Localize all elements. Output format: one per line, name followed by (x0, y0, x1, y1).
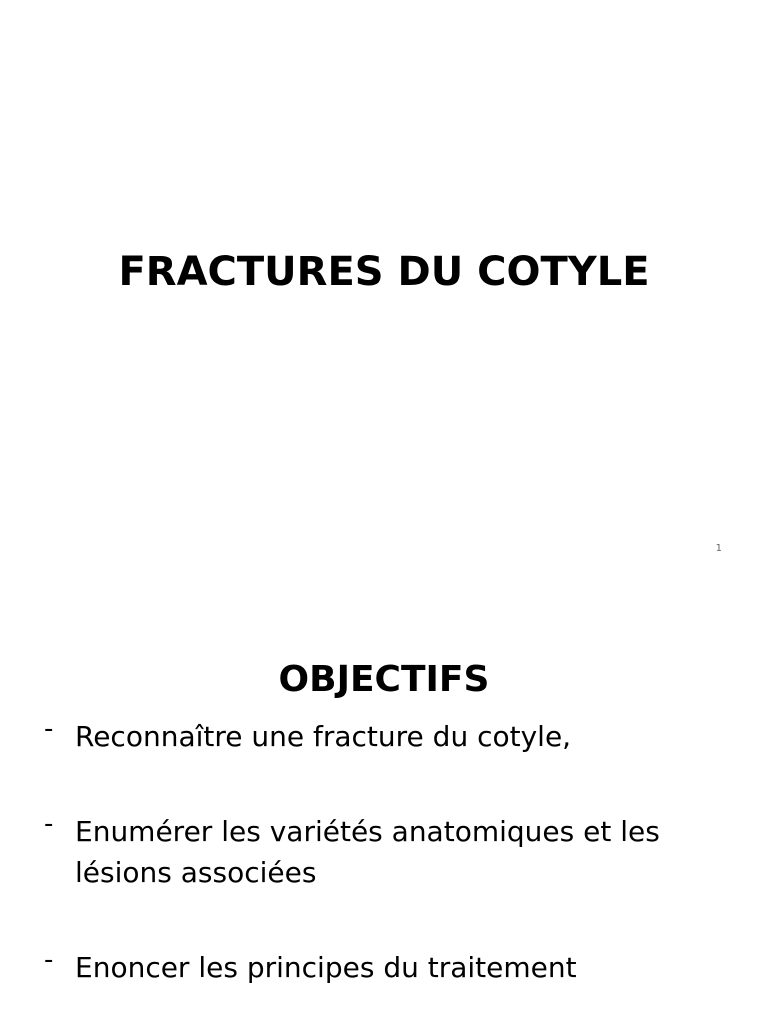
objective-text: Enoncer les principes du traitement (75, 951, 577, 984)
objective-text: Reconnaître une fracture du cotyle, (75, 720, 572, 753)
objectives-title: OBJECTIFS (278, 658, 490, 700)
objective-item (44, 811, 704, 893)
dash-bullet-icon: - (44, 714, 54, 744)
dash-bullet-icon: - (44, 809, 54, 839)
objectives-list (44, 716, 704, 988)
objective-item (44, 716, 704, 757)
dash-bullet-icon: - (44, 945, 54, 975)
objective-item (44, 947, 704, 988)
objective-text: Enumérer les variétés anatomiques et les lésions associées (75, 815, 660, 889)
slide-title: FRACTURES DU COTYLE (118, 248, 650, 295)
objectives-slide (0, 576, 768, 1024)
page-number: 1 (715, 543, 722, 554)
